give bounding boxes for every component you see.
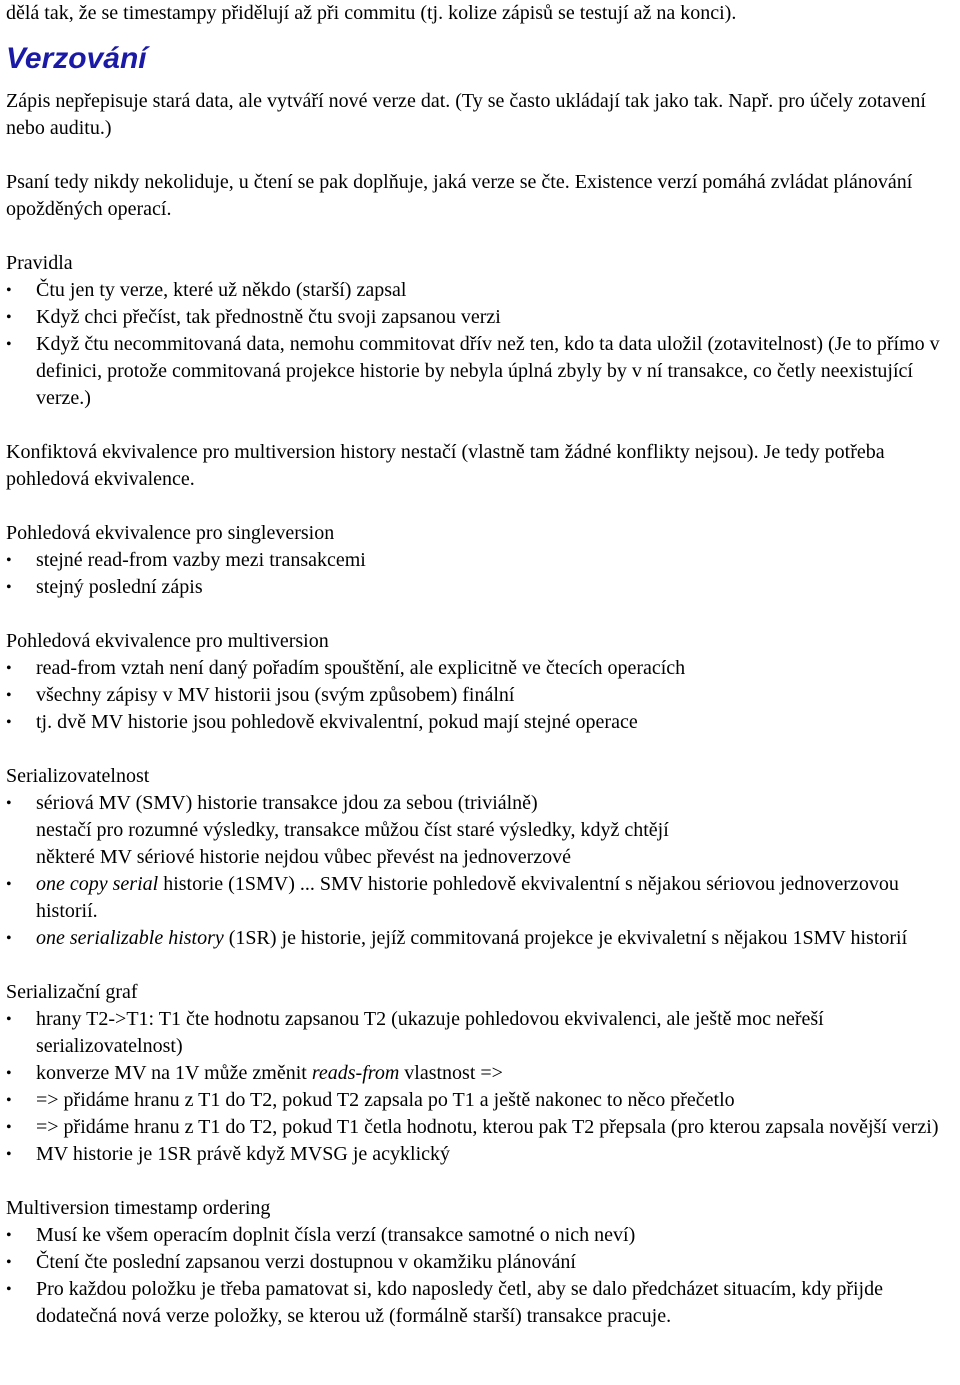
list-item: • Když čtu necommitovaná data, nemohu commitovat dřív než ten, kdo ta data uložil (zotavitelnost) (Je to přímo v definici, protože commitovaná projekce historie by nebyla úplná zbyly by v ní transakce, co četly neexistující verze.) xyxy=(6,333,940,409)
list-item: • Musí ke všem operacím doplnit čísla verzí (transakce samotné o nich neví) xyxy=(6,1222,958,1249)
mvto-heading: Multiversion timestamp ordering xyxy=(6,1197,271,1219)
bullet-icon: • xyxy=(6,714,12,731)
bullet-icon: • xyxy=(6,660,12,677)
singleversion-list xyxy=(6,547,958,601)
paragraph-writes: Psaní tedy nikdy nekoliduje, u čtení se pak doplňuje, jaká verze se čte. Existence verzí pomáhá zvládat plánování opožděných operací. xyxy=(6,171,913,220)
bullet-icon: • xyxy=(6,1227,12,1244)
serializability-continuation: nestačí pro rozumné výsledky, transakce můžou číst staré výsledky, když chtějí xyxy=(36,819,669,841)
list-item: • Pro každou položku je třeba pamatovat si, kdo naposledy četl, aby se dalo předcházet situacím, kdy přijde dodatečná nová verze položky, se kterou už (formálně starší) transakce pracuje. xyxy=(6,1278,883,1327)
bullet-icon: • xyxy=(6,1011,12,1028)
bullet-icon: • xyxy=(6,1146,12,1163)
list-item: • => přidáme hranu z T1 do T2, pokud T1 četla hodnotu, kterou pak T2 přepsala (pro kterou zapsala novější verzi) xyxy=(6,1114,958,1141)
paragraph-conflict-equivalence: Konfiktová ekvivalence pro multiversion history nestačí (vlastně tam žádné konflikty nejsou). Je tedy potřeba pohledová ekvivalence. xyxy=(6,441,885,490)
serialization-graph-list xyxy=(6,1006,958,1168)
bullet-icon: • xyxy=(6,687,12,704)
bullet-icon: • xyxy=(6,795,12,812)
rules-list xyxy=(6,277,958,412)
bullet-icon: • xyxy=(6,552,12,569)
serialization-graph-heading: Serializační graf xyxy=(6,981,138,1003)
list-item: • one copy serial historie (1SMV) ... SMV historie pohledově ekvivalentní s nějakou sériovou jednoverzovou historií. xyxy=(6,873,899,922)
serializability-continuation: některé MV sériové historie nejdou vůbec převést na jednoverzové xyxy=(36,846,571,868)
list-item: • všechny zápisy v MV historii jsou (svým způsobem) finální xyxy=(6,682,958,709)
list-item: • one serializable history (1SR) je historie, jejíž commitovaná projekce je ekvivaletní s nějakou 1SMV historií xyxy=(6,925,958,952)
bullet-icon: • xyxy=(6,1254,12,1271)
bullet-icon: • xyxy=(6,1119,12,1136)
bullet-icon: • xyxy=(6,579,12,596)
serializability-heading: Serializovatelnost xyxy=(6,765,150,787)
bullet-icon: • xyxy=(6,282,12,299)
rules-heading: Pravidla xyxy=(6,252,73,274)
bullet-icon: • xyxy=(6,309,12,326)
list-item: • Když chci přečíst, tak přednostně čtu svoji zapsanou verzi xyxy=(6,304,958,331)
intro-line: dělá tak, že se timestampy přidělují až při commitu (tj. kolize zápisů se testují až na konci). xyxy=(6,2,737,24)
paragraph-versions: Zápis nepřepisuje stará data, ale vytváří nové verze dat. (Ty se často ukládají tak jako tak. Např. pro účely zotavení nebo auditu.) xyxy=(6,90,926,139)
bullet-icon: • xyxy=(6,1092,12,1109)
singleversion-heading: Pohledová ekvivalence pro singleversion xyxy=(6,522,335,544)
bullet-icon: • xyxy=(6,336,12,353)
list-item: • sériová MV (SMV) historie transakce jdou za sebou (triviálně) xyxy=(6,790,958,817)
serializability-list-cont xyxy=(6,871,958,952)
bullet-icon: • xyxy=(6,1065,12,1082)
list-item: • tj. dvě MV historie jsou pohledově ekvivalentní, pokud mají stejné operace xyxy=(6,709,958,736)
bullet-icon: • xyxy=(6,876,12,893)
list-item: • hrany T2->T1: T1 čte hodnotu zapsanou T2 (ukazuje pohledovou ekvivalenci, ale ještě moc neřeší serializovatelnost) xyxy=(6,1008,824,1057)
multiversion-list xyxy=(6,655,958,736)
multiversion-heading: Pohledová ekvivalence pro multiversion xyxy=(6,630,329,652)
list-item: • stejný poslední zápis xyxy=(6,574,958,601)
list-item: • konverze MV na 1V může změnit reads-from vlastnost => xyxy=(6,1060,958,1087)
list-item: • => přidáme hranu z T1 do T2, pokud T2 zapsala po T1 a ještě nakonec to něco přečetlo xyxy=(6,1087,958,1114)
list-item: • Čtu jen ty verze, které už někdo (starší) zapsal xyxy=(6,277,958,304)
section-title: Verzování xyxy=(6,42,147,75)
bullet-icon: • xyxy=(6,930,12,947)
list-item: • MV historie je 1SR právě když MVSG je acyklický xyxy=(6,1141,958,1168)
document-page xyxy=(6,0,958,1330)
bullet-icon: • xyxy=(6,1281,12,1298)
list-item: • stejné read-from vazby mezi transakcemi xyxy=(6,547,958,574)
mvto-list xyxy=(6,1222,958,1330)
serializability-list xyxy=(6,790,958,817)
list-item: • read-from vztah není daný pořadím spouštění, ale explicitně ve čtecích operacích xyxy=(6,655,958,682)
list-item: • Čtení čte poslední zapsanou verzi dostupnou v okamžiku plánování xyxy=(6,1249,958,1276)
